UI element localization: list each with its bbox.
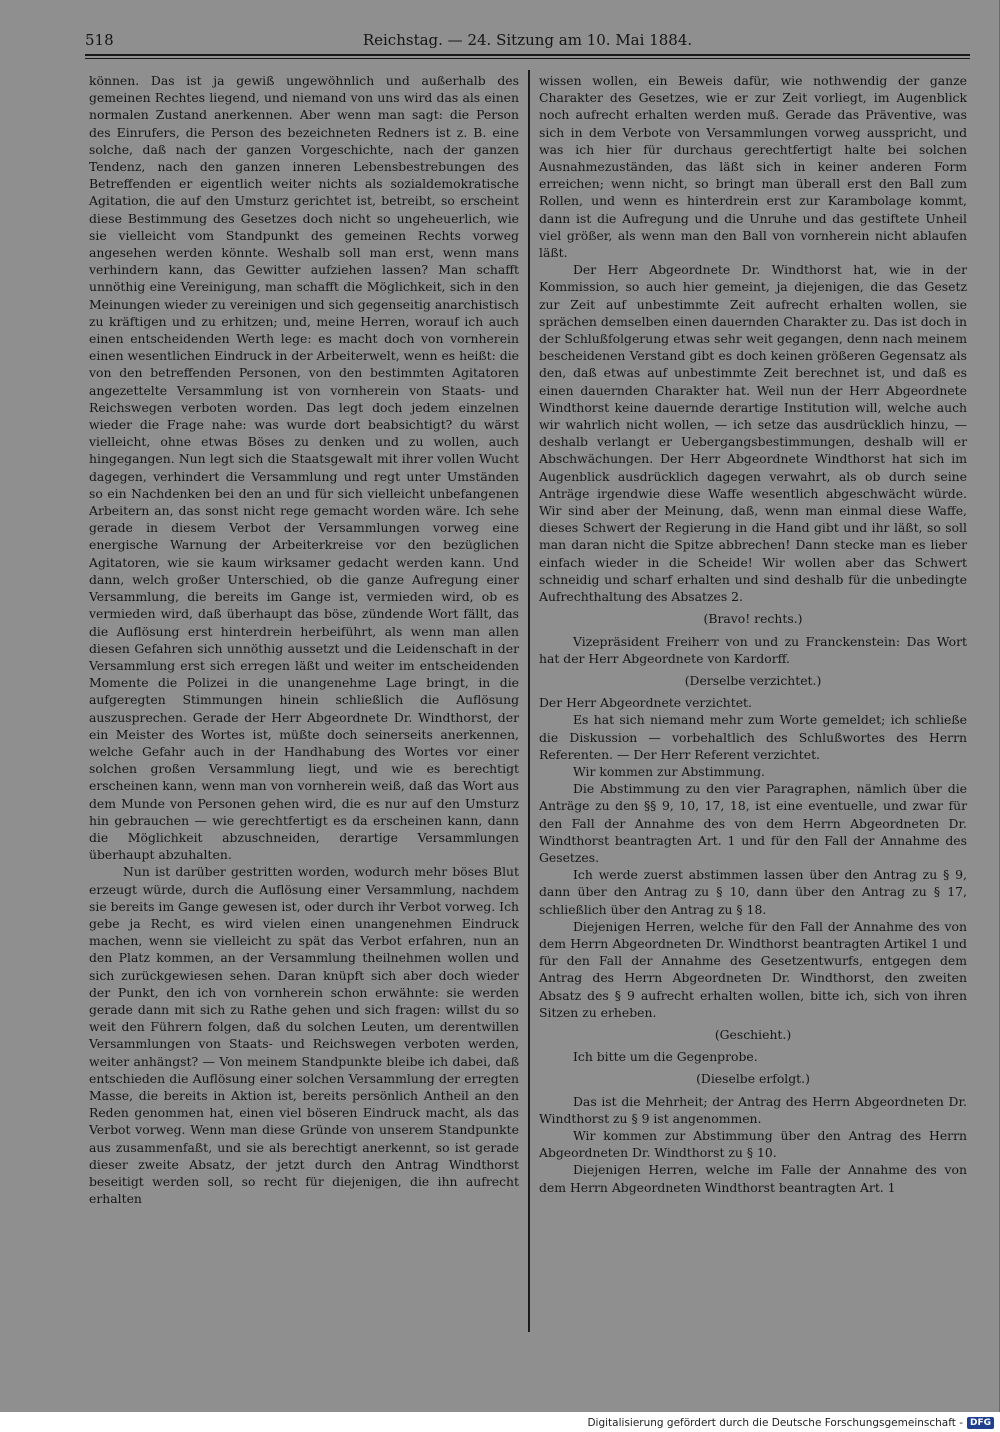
paragraph: (Dieselbe erfolgt.): [696, 1071, 810, 1087]
paragraph: Nun ist darüber gestritten worden, wodurch mehr böses Blut erzeugt würde, durch die Auflösung einer Versammlung, nachdem sie bereits im Gange gewesen ist, oder durch ihr Verbot vorweg. Ich gebe ja Recht, es wird vielen einen unangenehmen Eindruck machen, wenn sie vielleicht zu spät das Verbot erfahren, nun an den Platz kommen, an der Versammlung theilnehmen wollen und sich zurückgewiesen sehen. Daran knüpft sich aber doch wieder der Punkt, den ich von vornherein schon erwähnte: sie werden gerade dann mit sich zu Rathe gehen und sich fragen: willst du so weit den Führern folgen, daß du solchen Leuten, um derentwillen Versammlungen von Staats- und Reichswegen verboten werden, weiter anhängst? — Von meinem Standpunkte bleibe ich dabei, daß entschieden die Auflösung einer solchen Versammlung der erregten Masse, die bereits in Aktion ist, bereits persönlich Antheil an den Reden genommen hat, einen viel böseren Eindruck macht, als das Verbot vorweg. Wenn man diese Gründe von unserem Standpunkte aus zusammenfaßt, und sie als berechtigt anerkennt, so ist gerade dieser zweite Absatz, der jetzt durch den Antrag Windthorst beseitigt werden soll, so recht für diejenigen, die ihn aufrecht erhalten: [89, 864, 519, 1207]
paragraph: (Derselbe verzichtet.): [684, 672, 822, 688]
paragraph: Ich werde zuerst abstimmen lassen über den Antrag zu § 9, dann über den Antrag zu § 10, dann über den Antrag zu § 17, schließlich über den Antrag zu § 18.: [539, 867, 967, 917]
header-rule-thin: [85, 58, 970, 59]
digitization-credit: [587, 1414, 994, 1432]
paragraph: Der Herr Abgeordnete Dr. Windthorst hat, wie in der Kommission, so auch hier gemeint, ja diejenigen, die das Gesetz zur Zeit auf unbestimmte Zeit aufrecht erhalten wollen, sie sprächen demselben einen dauernden Charakter zu. Das ist doch in der Schlußfolgerung etwas sehr weit gegangen, denn nach meinem bescheidenen Verstand gibt es doch keinen größeren Gegensatz als den, daß etwas auf unbestimmte Zeit berechnet ist, und daß es einen dauernden Charakter hat. Weil nun der Herr Abgeordnete Windthorst keine dauernde derartige Institution will, welche auch wir wahrlich nicht wollen, — ich setze das ausdrücklich hinzu, — deshalb verlangt er Uebergangsbestimmungen, deshalb will er Abschwächungen. Der Herr Abgeordnete Windthorst hat sich im Augenblick ausdrücklich dagegen verwahrt, als ob durch seine Anträge irgendwie diese Waffe wesentlich abgeschwächt würde. Wir sind aber der Meinung, daß, wenn man einmal diese Waffe, dieses Schwert der Regierung in die Hand gibt und ihr läßt, so soll man daran nicht die Spitze abbrechen! Dann stecke man es lieber einfach wieder in die Scheide! Wir wollen aber das Schwert schneidig und scharf erhalten und sind deshalb für die unbedingte Aufrechthaltung des Absatzes 2.: [539, 262, 967, 605]
paragraph: können. Das ist ja gewiß ungewöhnlich und außerhalb des gemeinen Rechtes liegend, und niemand von uns wird das als einen normalen Zustand anerkennen. Aber wenn man sagt: die Person des Einrufers, die Person des bezeichneten Redners ist z. B. eine solche, daß nach der ganzen Vorgeschichte, nach der ganzen Tendenz, nach den ganzen inneren Lebensbestrebungen des Betreffenden er eigentlich weiter nichts als sozialdemokratische Agitation, die auf den Umsturz gerichtet ist, betreibt, so erscheint diese Bestimmung des Gesetzes doch nicht so ungeheuerlich, wie sie vielleicht vom Standpunkt des gemeinen Rechts vorweg angesehen werden könnte. Weshalb soll man erst, wenn mans verhindern kann, das Gewitter aufziehen lassen? Man schafft unnöthig eine Vereinigung, man schafft die Möglichkeit, sich in den Meinungen wieder zu vereinigen und sich gegenseitig anarchistisch zu kräftigen und zu erhitzen; und, meine Herren, worauf ich auch einen entscheidenden Werth lege: es macht doch von vornherein einen wesentlichen Eindruck in der Arbeiterwelt, wenn es heißt: die von den betreffenden Personen, von den bestimmten Agitatoren angezettelte Versammlung ist von vornherein von Staats- und Reichswegen verboten worden. Das legt doch jedem einzelnen wieder die Frage nahe: was wurde dort beabsichtigt? du wärst vielleicht, ohne etwas Böses zu denken und zu wollen, auch hingegangen. Nun legt sich die Staatsgewalt mit ihrer vollen Wucht dagegen, verhindert die Versammlung und regt unter Umständen so ein Nachdenken bei den an und für sich vielleicht unbefangenen Arbeitern an, das sonst nicht rege gemacht worden wäre. Ich sehe gerade in diesem Verbot der Versammlungen vorweg eine energische Warnung der Arbeiterkreise vor den bezüglichen Agitatoren, wie sie kaum wirksamer gedacht werden kann. Und dann, welch großer Unterschied, ob die ganze Aufregung einer Versammlung, die bereits im Gange ist, vermieden wird, ob es vermieden wird, daß überhaupt das böse, zündende Wort fällt, das die Auflösung erst hinterdrein herbeiführt, als wenn man allen diesen Gefahren sich unnöthig aussetzt und die Leidenschaft in der Versammlung erst sich erregen läßt und weiter im entscheidenden Momente die Polizei in die unangenehme Lage bringt, in die aufgeregten Stimmungen hinein schließlich die Auflösung auszusprechen. Gerade der Herr Abgeordnete Dr. Windthorst, der ein Meister des Wortes ist, müßte doch seinerseits anerkennen, welche Gefahr auch in der Handhabung des Wortes vor einer solchen großen Versammlung liegt, und wie es berechtigt erscheinen kann, wenn man von vornherein weiß, daß das Wort aus dem Munde von Personen gehen wird, die es nur auf den Umsturz hin gebrauchen — wie gerechtfertigt es da erscheinen kann, dann die Möglichkeit abzuschneiden, derartige Versammlungen überhaupt abzuhalten.: [89, 73, 519, 863]
left-column: [89, 72, 519, 1207]
page-number: 518: [85, 31, 114, 49]
header-rule: [85, 54, 970, 56]
paragraph: (Geschieht.): [714, 1026, 792, 1042]
paragraph: Der Herr Abgeordnete verzichtet.: [539, 695, 752, 711]
paragraph: Es hat sich niemand mehr zum Worte gemeldet; ich schließe die Diskussion — vorbehaltlich des Schlußwortes des Herrn Referenten. — Der Herr Referent verzichtet.: [539, 712, 967, 762]
paragraph: Vizepräsident Freiherr von und zu Franckenstein: Das Wort hat der Herr Abgeordnete von Kardorff.: [539, 633, 967, 666]
paragraph: Wir kommen zur Abstimmung.: [573, 763, 765, 779]
paragraph: Das ist die Mehrheit; der Antrag des Herrn Abgeordneten Dr. Windthorst zu § 9 ist angenommen.: [539, 1093, 967, 1126]
paragraph: Ich bitte um die Gegenprobe.: [573, 1049, 758, 1065]
paragraph: (Bravo! rechts.): [703, 611, 803, 627]
column-divider: [528, 70, 530, 1332]
paragraph: Diejenigen Herren, welche für den Fall der Annahme des von dem Herrn Abgeordneten Dr. Windthorst beantragten Artikel 1 und für den Fall der Annahme des Gesetzentwurfs, entgegen dem Antrag des Herrn Abgeordneten Dr. Windthorst, den zweiten Absatz des § 9 aufrecht erhalten wollen, bitte ich, sich von ihren Sitzen zu erheben.: [539, 918, 967, 1020]
paragraph: wissen wollen, ein Beweis dafür, wie nothwendig der ganze Charakter des Gesetzes, wie er zur Zeit vorliegt, im Augenblick noch aufrecht erhalten werden muß. Gerade das Präventive, was sich in dem Verbote von Versammlungen vorweg ausspricht, und was ich hier für durchaus gerechtfertigt halte bei solchen Ausnahmezuständen, das läßt sich in keiner anderen Form erreichen; wenn nicht, so bringt man überall erst den Ball zum Rollen, und wenn es hinterdrein erst zur Karambolage kommt, dann ist die Aufregung und die Unruhe und das gestiftete Unheil viel größer, als wenn man den Ball von vornherein nicht ablaufen läßt.: [539, 73, 967, 261]
paragraph: Diejenigen Herren, welche im Falle der Annahme des von dem Herrn Abgeordneten Windthorst beantragten Art. 1: [539, 1162, 967, 1195]
right-column: [539, 72, 967, 1196]
paragraph: Die Abstimmung zu den vier Paragraphen, nämlich über die Anträge zu den §§ 9, 10, 17, 18, ist eine eventuelle, und zwar für den Fall der Annahme des von dem Herrn Abgeordneten Dr. Windthorst beantragten Art. 1 und für den Fall der Annahme des Gesetzes.: [539, 781, 967, 865]
dfg-logo: DFG: [967, 1417, 994, 1429]
running-title: Reichstag. — 24. Sitzung am 10. Mai 1884.: [362, 31, 693, 49]
paragraph: Wir kommen zur Abstimmung über den Antrag des Herrn Abgeordneten Dr. Windthorst zu § 10.: [539, 1127, 967, 1161]
credit-text: Digitalisierung gefördert durch die Deutsche Forschungsgemeinschaft -: [587, 1417, 963, 1429]
page-header: [85, 27, 970, 53]
